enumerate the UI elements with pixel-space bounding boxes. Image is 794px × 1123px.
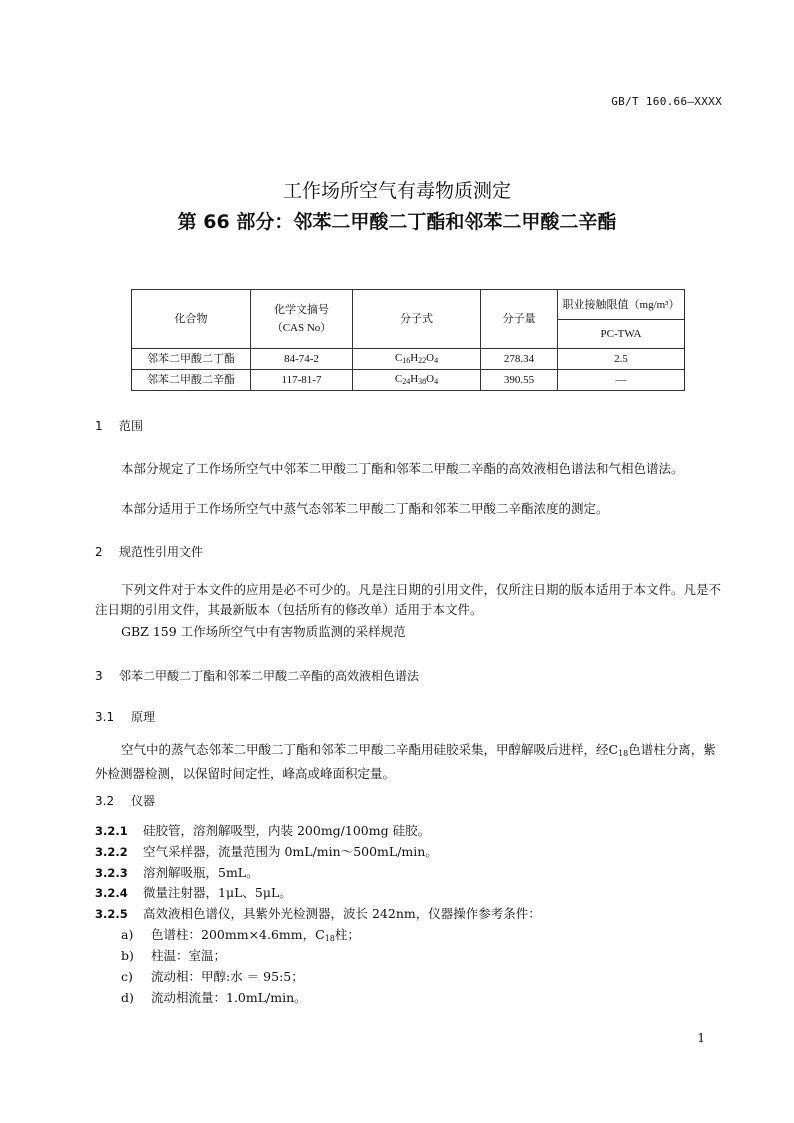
cell-pc-twa: —	[558, 370, 685, 391]
cell-cas: 117-81-7	[251, 370, 353, 391]
section-2-reference: GBZ 159 工作场所空气中有害物质监测的采样规范	[121, 624, 406, 639]
header-cas	[251, 290, 353, 349]
header-formula: 分子式	[353, 290, 481, 349]
cell-compound: 邻苯二甲酸二辛酯	[132, 370, 251, 391]
cell-compound: 邻苯二甲酸二丁酯	[132, 349, 251, 370]
condition-item: a) 色谱柱：200mm×4.6mm，$C_{18}$柱；	[121, 927, 360, 943]
list-item: 3.2.3 溶剂解吸瓶，5mL。	[95, 865, 259, 880]
condition-item: b) 柱温：室温；	[121, 948, 227, 963]
list-item: 3.2.1 硅胶管，溶剂解吸型，内装 200mg/100mg 硅胶。	[95, 823, 431, 838]
document-code: GB/T 160.66—XXXX	[611, 95, 722, 108]
table-row	[132, 349, 685, 370]
header-exposure-limit: 职业接触限值（mg/m³）	[558, 290, 685, 320]
cell-molecular-weight: 278.34	[481, 349, 558, 370]
section-3-1-para: 空气中的蒸气态邻苯二甲酸二丁酯和邻苯二甲酸二辛酯用硅胶采集，甲醇解吸后进样，经$C_{18}$色谱柱分离，紫外检测器检测，以保留时间定性，峰高或峰面积定量。	[95, 742, 716, 781]
header-cas-line1: 化学文摘号	[274, 304, 329, 316]
section-2-para-1: 下列文件对于本文件的应用是必不可少的。凡是注日期的引用文件，仅所注日期的版本适用于本文件。凡是不注日期的引用文件，其最新版本（包括所有的修改单）适用于本文件。	[95, 582, 722, 617]
table-row	[132, 370, 685, 391]
header-pc-twa: PC-TWA	[558, 320, 685, 349]
header-molecular-weight: 分子量	[481, 290, 558, 349]
condition-item: d) 流动相流量：1.0mL/min。	[121, 990, 307, 1005]
cell-formula: $C_{16}H_{22}O_4$	[353, 349, 481, 370]
header-compound: 化合物	[132, 290, 251, 349]
condition-item: c) 流动相：甲醇:水 ＝ 95:5；	[121, 969, 304, 984]
page-number: 1	[697, 1031, 705, 1045]
cell-pc-twa: 2.5	[558, 349, 685, 370]
list-item: 3.2.2 空气采样器，流量范围为 0mL/min～500mL/min。	[95, 844, 438, 859]
cell-formula: $C_{24}H_{38}O_4$	[353, 370, 481, 391]
header-cas-line2: （CAS No）	[271, 322, 332, 334]
cell-molecular-weight: 390.55	[481, 370, 558, 391]
section-3-heading: 3 邻苯二甲酸二丁酯和邻苯二甲酸二辛酯的高效液相色谱法	[95, 669, 420, 683]
section-1-para-1: 本部分规定了工作场所空气中邻苯二甲酸二丁酯和邻苯二甲酸二辛酯的高效液相色谱法和气相色谱法。	[121, 461, 684, 476]
exposure-limits-table	[131, 289, 685, 391]
section-3-1-heading: 3.1 原理	[95, 710, 156, 724]
section-1-para-2: 本部分适用于工作场所空气中蒸气态邻苯二甲酸二丁酯和邻苯二甲酸二辛酯浓度的测定。	[121, 501, 609, 516]
document-subtitle: 第 66 部分：邻苯二甲酸二丁酯和邻苯二甲酸二辛酯	[177, 211, 617, 233]
section-1-heading: 1 范围	[95, 419, 144, 433]
document-title: 工作场所空气有毒物质测定	[282, 180, 511, 202]
list-item: 3.2.5 高效液相色谱仪，具紫外光检测器，波长 242nm，仪器操作参考条件：	[95, 906, 541, 921]
list-item: 3.2.4 微量注射器，1μL、5μL。	[95, 885, 292, 900]
section-3-2-heading: 3.2 仪器	[95, 794, 156, 808]
section-2-heading: 2 规范性引用文件	[95, 545, 204, 559]
cell-cas: 84-74-2	[251, 349, 353, 370]
